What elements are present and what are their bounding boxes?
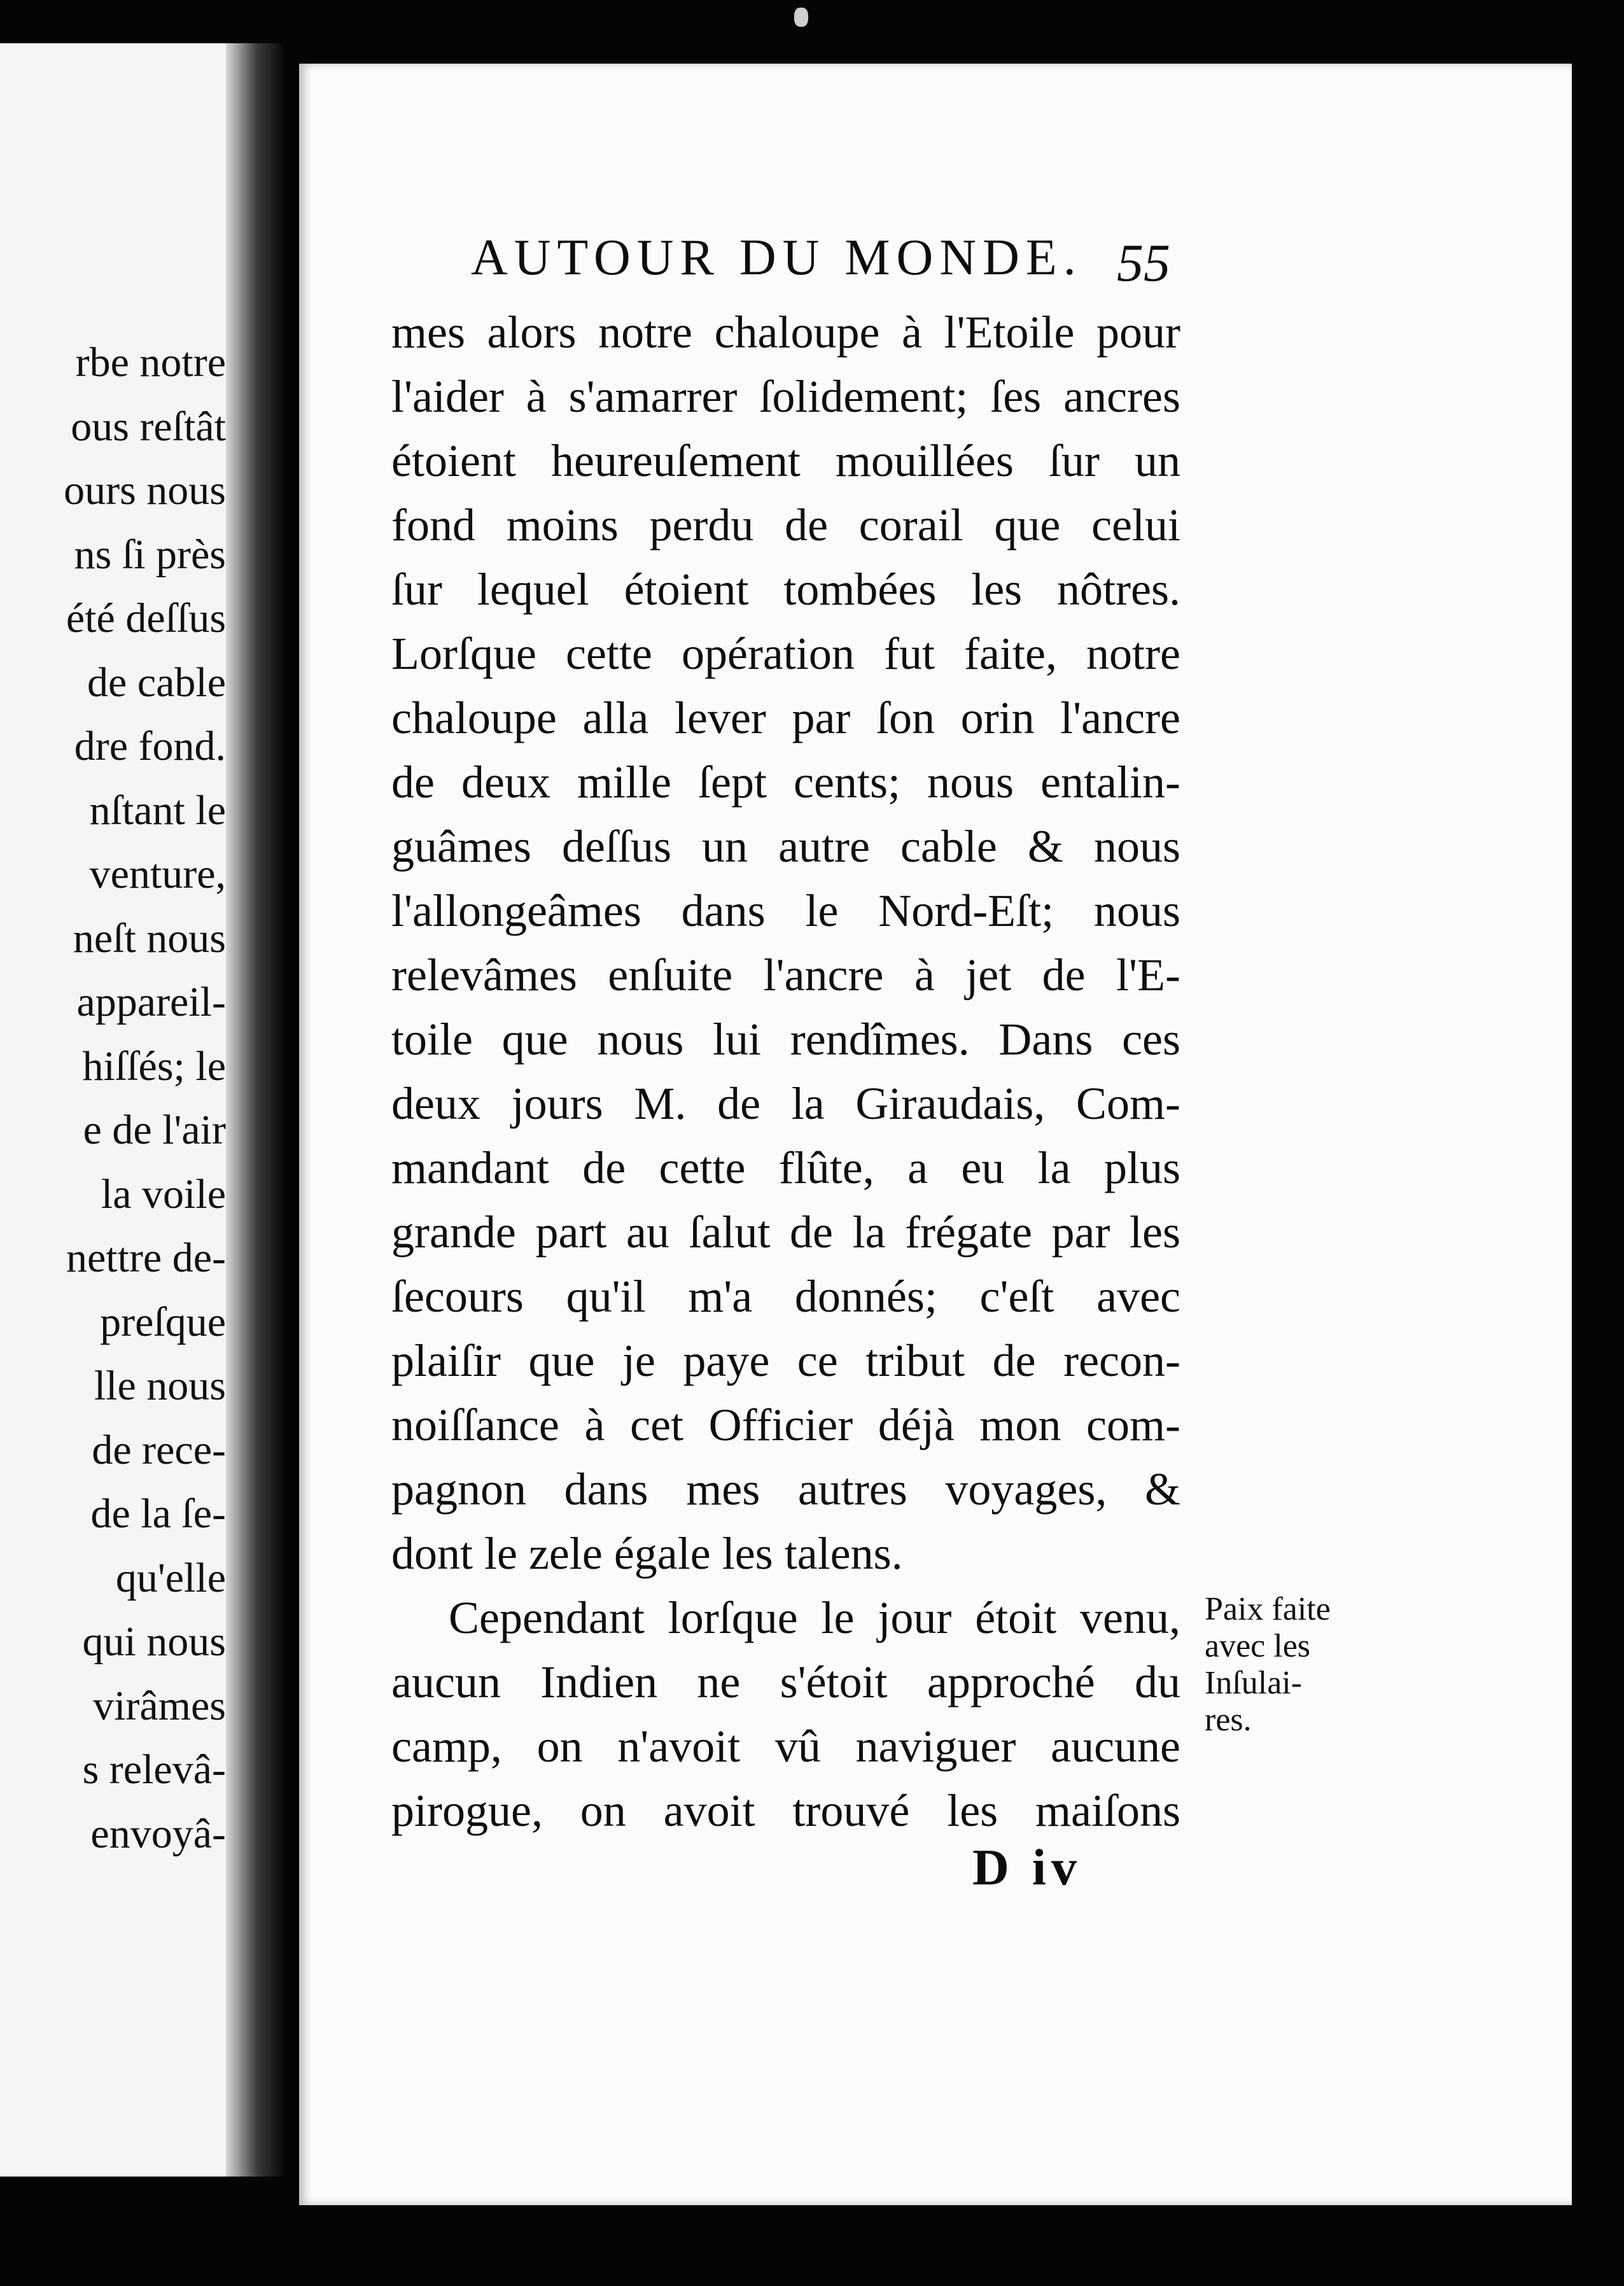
left-line: de cable [87, 659, 226, 706]
text-line: chaloupe alla lever par ſon orin l'ancre [391, 692, 1180, 743]
left-line: ous reſtât [71, 403, 226, 450]
body-text [391, 300, 1180, 1843]
left-line: preſque [100, 1298, 226, 1345]
left-line: qu'elle [115, 1554, 226, 1601]
left-line: dre fond. [74, 723, 226, 769]
text-line: ſur lequel étoient tombées les nôtres. [391, 564, 1180, 615]
running-head: AUTOUR DU MONDE. [471, 230, 1082, 286]
text-line: mes alors notre chaloupe à l'Etoile pour [391, 307, 1180, 358]
scan-speck [794, 8, 808, 27]
signature-mark: D iv [972, 1840, 1082, 1896]
text-line: grande part au ſalut de la frégate par les [391, 1207, 1180, 1258]
left-line: envoyâ- [90, 1810, 226, 1857]
text-line: Lorſque cette opération fut faite, notre [391, 628, 1180, 679]
text-line: étoient heureuſement mouillées ſur un [391, 435, 1180, 486]
left-line: nſtant le [89, 787, 226, 834]
left-page-text [0, 331, 226, 1866]
left-line: rbe notre [75, 339, 226, 386]
book-gutter [226, 43, 283, 2177]
text-line: camp, on n'avoit vû naviguer aucune [391, 1721, 1180, 1772]
text-line: toile que nous lui rendîmes. Dans ces [391, 1014, 1180, 1065]
left-line: virâmes [93, 1682, 226, 1729]
left-line: été deſſus [66, 595, 226, 642]
text-line: guâmes deſſus un autre cable & nous [391, 821, 1180, 872]
left-line: appareil- [76, 979, 226, 1025]
text-line: l'aider à s'amarrer ſolidement; ſes ancres [391, 371, 1180, 422]
left-line: ns ſi près [74, 531, 226, 578]
left-line: venture, [89, 851, 226, 897]
text-line: noiſſance à cet Officier déjà mon com- [391, 1399, 1180, 1450]
marginal-line: avec les [1205, 1628, 1311, 1664]
marginal-line: Inſulai- [1205, 1665, 1303, 1701]
text-line: pirogue, on avoit trouvé les maiſons [391, 1785, 1180, 1836]
left-line: la voile [101, 1170, 226, 1217]
left-line: hiſſés; le [82, 1042, 226, 1090]
text-line: deux jours M. de la Giraudais, Com- [391, 1078, 1180, 1129]
left-line: s relevâ- [82, 1746, 226, 1793]
text-line: dont le zele égale les talens. [391, 1528, 903, 1579]
text-line: aucun Indien ne s'étoit approché du [391, 1657, 1180, 1707]
left-line: e de l'air [83, 1107, 226, 1153]
text-line: plaiſir que je paye ce tribut de recon- [391, 1335, 1180, 1386]
page-number: 55 [1117, 234, 1170, 293]
marginal-line: res. [1205, 1702, 1252, 1738]
text-line: relevâmes enſuite l'ancre à jet de l'E- [391, 950, 1180, 1000]
left-line: ours nous [64, 467, 226, 514]
text-line: ſecours qu'il m'a donnés; c'eſt avec [391, 1271, 1180, 1322]
text-line: de deux mille ſept cents; nous entalin- [391, 757, 1180, 808]
left-line: de la ſe- [90, 1490, 226, 1537]
left-line: nettre de- [66, 1235, 226, 1281]
marginal-line: Paix faite [1205, 1591, 1331, 1627]
text-line: mandant de cette flûte, a eu la plus [391, 1142, 1180, 1193]
marginal-note [1205, 1591, 1357, 1739]
left-line: qui nous [82, 1618, 226, 1665]
left-line: lle nous [94, 1363, 226, 1409]
left-line: neſt nous [73, 915, 226, 962]
left-line: de rece- [92, 1426, 226, 1473]
text-line: l'allongeâmes dans le Nord-Eſt; nous [391, 885, 1180, 936]
text-line: fond moins perdu de corail que celui [391, 500, 1180, 550]
text-line: Cependant lorſque le jour étoit venu, [449, 1592, 1180, 1643]
text-line: pagnon dans mes autres voyages, & [391, 1464, 1180, 1515]
